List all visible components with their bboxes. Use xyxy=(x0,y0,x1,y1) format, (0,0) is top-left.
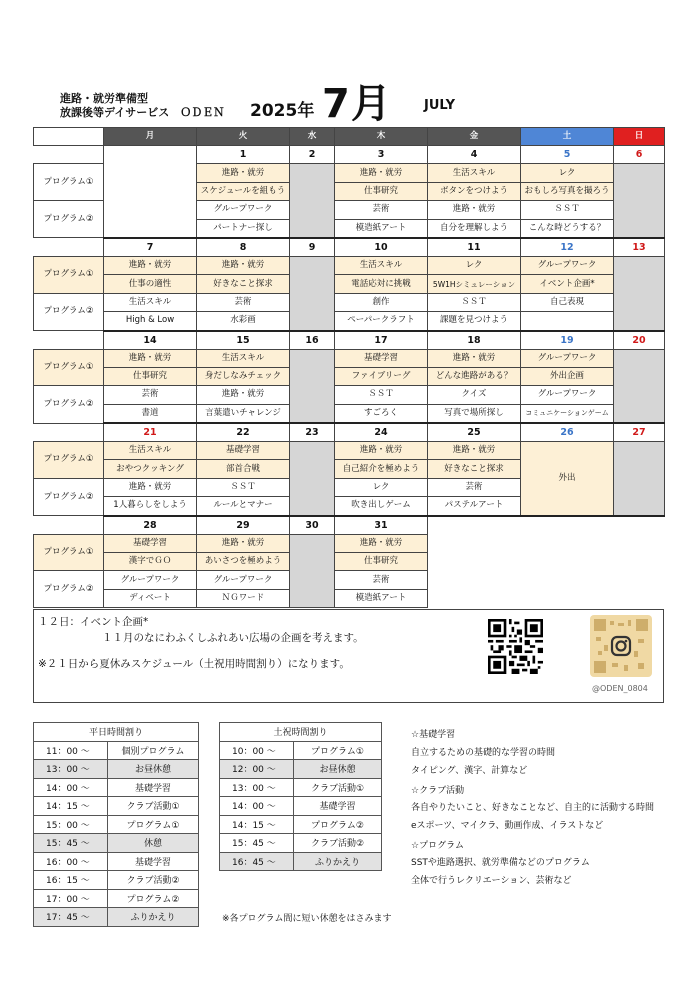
program-cell: レク xyxy=(335,478,428,496)
program-2-label: プログラム② xyxy=(34,571,104,608)
day-number: 13 xyxy=(614,238,665,257)
program-cell: グループワーク xyxy=(521,349,614,367)
calendar-empty-area xyxy=(428,516,665,608)
day-number: 26 xyxy=(521,423,614,442)
weekday-slot-activity: 休憩 xyxy=(108,834,199,853)
program-cell: グループワーク xyxy=(197,201,290,219)
program-cell: 生活スキル xyxy=(197,349,290,367)
program-cell: 芸術 xyxy=(335,571,428,589)
day-number: 24 xyxy=(335,423,428,442)
program-2-label: プログラム② xyxy=(34,201,104,238)
note-summer: ※２１日から夏休みスケジュール（土祝用時間割り）になります。 xyxy=(38,658,350,670)
program-2-label: プログラム② xyxy=(34,293,104,330)
program-cell: イベント企画* xyxy=(521,275,614,293)
program-1-label: プログラム① xyxy=(34,256,104,293)
weekday-slot-time: 16：15 〜 xyxy=(34,871,108,890)
program-cell: 写真で場所探し xyxy=(428,404,521,423)
program-1-label: プログラム① xyxy=(34,534,104,571)
weekend-slot-time: 15：45 〜 xyxy=(220,834,294,853)
weekend-slot-activity: クラブ活動② xyxy=(294,834,382,853)
day-number: 12 xyxy=(521,238,614,257)
weekend-slot-activity: プログラム② xyxy=(294,815,382,834)
weekday-timetable-title: 平日時間割り xyxy=(34,723,199,742)
day-number: 6 xyxy=(614,146,665,164)
weekday-slot-time: 13：00 〜 xyxy=(34,760,108,779)
weekday-slot-activity: 個別プログラム xyxy=(108,741,199,760)
month-title: 7月 xyxy=(322,81,392,127)
legend-program-examples: 全体で行うレクリエーション、芸術など xyxy=(411,876,572,886)
program-cell: 好きなこと探求 xyxy=(197,275,290,293)
day-number: 3 xyxy=(335,146,428,164)
program-cell: 進路・就労 xyxy=(428,442,521,460)
legend-basic-study-heading: ☆基礎学習 xyxy=(411,730,456,740)
legend-club-examples: eスポーツ、マイクラ、動画作成、イラストなど xyxy=(411,821,604,831)
legend-program-desc: SSTや進路選択、就労準備などのプログラム xyxy=(411,858,590,868)
closed-day xyxy=(614,442,665,516)
program-cell: 1人暮らしをしよう xyxy=(104,497,197,516)
program-cell: ＳＳＴ xyxy=(197,478,290,496)
program-cell: コミュニケーションゲーム xyxy=(521,404,614,423)
weekday-slot-time: 15：45 〜 xyxy=(34,834,108,853)
program-cell: ルールとマナー xyxy=(197,497,290,516)
program-cell: パステルアート xyxy=(428,497,521,516)
program-cell: クイズ xyxy=(428,386,521,404)
day-number: 27 xyxy=(614,423,665,442)
weekday-slot-time: 14：15 〜 xyxy=(34,797,108,816)
program-cell: 進路・就労 xyxy=(335,534,428,552)
legend-club-desc: 各自やりたいこと、好きなことなど、自主的に活動する時間 xyxy=(411,803,655,813)
day-number: 2 xyxy=(290,146,335,164)
program-2-label: プログラム② xyxy=(34,386,104,423)
note-event: １２日：イベント企画* xyxy=(38,616,149,628)
program-cell: おやつクッキング xyxy=(104,460,197,478)
program-cell: 進路・就労 xyxy=(104,349,197,367)
program-cell: 基礎学習 xyxy=(104,534,197,552)
weekday-slot-time: 16：00 〜 xyxy=(34,852,108,871)
weekday-slot-activity: プログラム① xyxy=(108,815,199,834)
program-cell: あいさつを極めよう xyxy=(197,553,290,571)
program-cell: グループワーク xyxy=(104,571,197,589)
program-1-label: プログラム① xyxy=(34,442,104,479)
program-cell: 進路・就労 xyxy=(197,534,290,552)
weekday-slot-time: 17：45 〜 xyxy=(34,908,108,927)
program-cell: グループワーク xyxy=(521,386,614,404)
day-number: 7 xyxy=(104,238,197,257)
day-number: 22 xyxy=(197,423,290,442)
closed-day xyxy=(290,349,335,423)
day-number: 17 xyxy=(335,331,428,350)
weekday-slot-activity: 基礎学習 xyxy=(108,778,199,797)
weekend-slot-time: 12：00 〜 xyxy=(220,760,294,779)
weekday-slot-activity: プログラム② xyxy=(108,889,199,908)
day-number: 30 xyxy=(290,516,335,535)
program-cell: すごろく xyxy=(335,404,428,423)
program-cell: 模造紙アート xyxy=(335,589,428,607)
legend-club-heading: ☆クラブ活動 xyxy=(411,786,465,796)
day-number: 29 xyxy=(197,516,290,535)
weekday-slot-activity: クラブ活動① xyxy=(108,797,199,816)
program-cell: 生活スキル xyxy=(104,442,197,460)
calendar-corner xyxy=(34,128,104,146)
weekday-slot-time: 15：00 〜 xyxy=(34,815,108,834)
program-cell: ディベート xyxy=(104,589,197,607)
day-number: 19 xyxy=(521,331,614,350)
instagram-qr-code[interactable] xyxy=(590,615,652,677)
program-cell: 創作 xyxy=(335,293,428,311)
closed-day xyxy=(290,534,335,608)
day-number: 11 xyxy=(428,238,521,257)
program-cell: グループワーク xyxy=(197,571,290,589)
weekday-header: 水 xyxy=(290,128,335,146)
day-number: 18 xyxy=(428,331,521,350)
footnote: ※各プログラム間に短い休憩をはさみます xyxy=(222,914,392,924)
row-label-empty xyxy=(34,423,104,442)
day-number: 21 xyxy=(104,423,197,442)
weekend-slot-activity: お昼休憩 xyxy=(294,760,382,779)
program-1-label: プログラム① xyxy=(34,164,104,201)
program-cell: 自己紹介を極めよう xyxy=(335,460,428,478)
program-cell: ＳＳＴ xyxy=(335,386,428,404)
weekday-header: 金 xyxy=(428,128,521,146)
program-cell: 自己表現 xyxy=(521,293,614,311)
weekend-slot-time: 10：00 〜 xyxy=(220,741,294,760)
program-cell: ファイブリーグ xyxy=(335,367,428,385)
program-cell: 進路・就労 xyxy=(104,478,197,496)
row-label-empty xyxy=(34,238,104,257)
program-cell: 芸術 xyxy=(335,201,428,219)
program-cell: 生活スキル xyxy=(104,293,197,311)
closed-day xyxy=(290,256,335,330)
weekend-timetable-title: 土祝時間割り xyxy=(220,723,382,742)
monthly-calendar xyxy=(33,127,665,608)
program-cell: 好きなこと探求 xyxy=(428,460,521,478)
weekend-slot-time: 16：45 〜 xyxy=(220,852,294,871)
day-number: 14 xyxy=(104,331,197,350)
program-cell: 身だしなみチェック xyxy=(197,367,290,385)
program-cell: スケジュールを組もう xyxy=(197,182,290,200)
weekday-header: 日 xyxy=(614,128,665,146)
program-cell: どんな進路がある？ xyxy=(428,367,521,385)
program-cell: High & Low xyxy=(104,312,197,331)
program-cell: こんな時どうする？ xyxy=(521,219,614,238)
program-cell: 生活スキル xyxy=(335,256,428,274)
program-cell: 外出企画 xyxy=(521,367,614,385)
day-number: 20 xyxy=(614,331,665,350)
program-cell: ペーパークラフト xyxy=(335,312,428,331)
program-cell: 生活スキル xyxy=(428,164,521,182)
weekday-slot-activity: クラブ活動② xyxy=(108,871,199,890)
program-cell: 5W1Hシミュレーション xyxy=(428,275,521,293)
weekday-slot-activity: 基礎学習 xyxy=(108,852,199,871)
row-label-empty xyxy=(34,146,104,164)
program-cell: ＳＳＴ xyxy=(428,293,521,311)
outing-cell: 外出 xyxy=(521,442,614,516)
program-cell: おもしろ写真を撮ろう xyxy=(521,182,614,200)
program-cell: 課題を見つけよう xyxy=(428,312,521,331)
instagram-icon xyxy=(590,615,652,677)
weekend-slot-time: 13：00 〜 xyxy=(220,778,294,797)
program-cell: 電話応対に挑戦 xyxy=(335,275,428,293)
note-event-detail: １１月のなにわふくしふれあい広場の企画を考えます。 xyxy=(102,632,364,644)
program-1-label: プログラム① xyxy=(34,349,104,386)
weekend-slot-time: 14：15 〜 xyxy=(220,815,294,834)
day-number: 10 xyxy=(335,238,428,257)
legend-basic-study-examples: タイピング、漢字、計算など xyxy=(411,766,528,776)
weekend-slot-activity: プログラム① xyxy=(294,741,382,760)
program-cell: 仕事の適性 xyxy=(104,275,197,293)
program-cell: グループワーク xyxy=(521,256,614,274)
day-number: 23 xyxy=(290,423,335,442)
program-cell: 吹き出しゲーム xyxy=(335,497,428,516)
closed-day xyxy=(614,164,665,238)
weekday-header: 月 xyxy=(104,128,197,146)
program-cell: 自分を理解しよう xyxy=(428,219,521,238)
weekday-slot-activity: ふりかえり xyxy=(108,908,199,927)
day-number: 28 xyxy=(104,516,197,535)
day-number: 8 xyxy=(197,238,290,257)
month-english: JULY xyxy=(424,98,456,113)
weekday-slot-time: 11：00 〜 xyxy=(34,741,108,760)
program-cell: レク xyxy=(521,164,614,182)
weekend-slot-time: 14：00 〜 xyxy=(220,797,294,816)
program-cell: 部首合戦 xyxy=(197,460,290,478)
closed-day xyxy=(290,442,335,516)
weekend-slot-activity: 基礎学習 xyxy=(294,797,382,816)
program-cell: 進路・就労 xyxy=(428,349,521,367)
row-label-empty xyxy=(34,331,104,350)
notes-box xyxy=(33,609,664,703)
weekend-timetable xyxy=(219,722,382,871)
instagram-handle: @ODEN_0804 xyxy=(592,684,648,693)
day-number: 4 xyxy=(428,146,521,164)
program-cell: 仕事研究 xyxy=(335,182,428,200)
weekday-slot-time: 14：00 〜 xyxy=(34,778,108,797)
weekday-slot-activity: お昼休憩 xyxy=(108,760,199,779)
day-number: 16 xyxy=(290,331,335,350)
program-cell: ＮＧワード xyxy=(197,589,290,607)
program-cell: 進路・就労 xyxy=(197,386,290,404)
program-cell: 仕事研究 xyxy=(104,367,197,385)
program-cell: 芸術 xyxy=(197,293,290,311)
day-number: 31 xyxy=(335,516,428,535)
program-cell: 言葉遣いチャレンジ xyxy=(197,404,290,423)
weekday-slot-time: 17：00 〜 xyxy=(34,889,108,908)
program-cell: 漢字でＧＯ xyxy=(104,553,197,571)
legend-program-heading: ☆プログラム xyxy=(411,841,464,851)
year-label: 2025年 xyxy=(250,101,315,121)
qr-code[interactable] xyxy=(488,619,543,674)
org-line-2: 放課後等デイサービス ＯＤＥＮ xyxy=(60,106,225,119)
day-number: 5 xyxy=(521,146,614,164)
program-cell: 進路・就労 xyxy=(197,164,290,182)
program-cell: 芸術 xyxy=(428,478,521,496)
program-cell: 進路・就労 xyxy=(104,256,197,274)
day-number: 1 xyxy=(197,146,290,164)
program-cell: レク xyxy=(428,256,521,274)
org-line-1: 進路・就労準備型 xyxy=(60,92,148,105)
day-number: 9 xyxy=(290,238,335,257)
program-cell: 進路・就労 xyxy=(197,256,290,274)
program-cell: 基礎学習 xyxy=(197,442,290,460)
day-number: 15 xyxy=(197,331,290,350)
program-cell: 書道 xyxy=(104,404,197,423)
program-cell: 進路・就労 xyxy=(335,442,428,460)
program-cell: 模造紙アート xyxy=(335,219,428,238)
program-cell: パートナー探し xyxy=(197,219,290,238)
weekday-header: 木 xyxy=(335,128,428,146)
closed-day xyxy=(290,164,335,238)
program-cell: 進路・就労 xyxy=(335,164,428,182)
legend-basic-study-desc: 自立するための基礎的な学習の時間 xyxy=(411,748,556,758)
program-cell: 芸術 xyxy=(104,386,197,404)
program-2-label: プログラム② xyxy=(34,478,104,515)
weekday-header: 火 xyxy=(197,128,290,146)
program-cell: ボタンをつけよう xyxy=(428,182,521,200)
program-cell: 進路・就労 xyxy=(428,201,521,219)
closed-day xyxy=(614,256,665,330)
organization-name xyxy=(60,92,224,120)
closed-day xyxy=(614,349,665,423)
weekday-timetable xyxy=(33,722,199,927)
program-cell: 仕事研究 xyxy=(335,553,428,571)
weekday-header: 土 xyxy=(521,128,614,146)
weekend-slot-activity: ふりかえり xyxy=(294,852,382,871)
program-cell: ＳＳＴ xyxy=(521,201,614,219)
weekend-slot-activity: クラブ活動① xyxy=(294,778,382,797)
day-number xyxy=(104,146,197,238)
program-cell: 水彩画 xyxy=(197,312,290,331)
row-label-empty xyxy=(34,516,104,535)
day-number: 25 xyxy=(428,423,521,442)
program-cell xyxy=(521,312,614,331)
program-cell: 基礎学習 xyxy=(335,349,428,367)
